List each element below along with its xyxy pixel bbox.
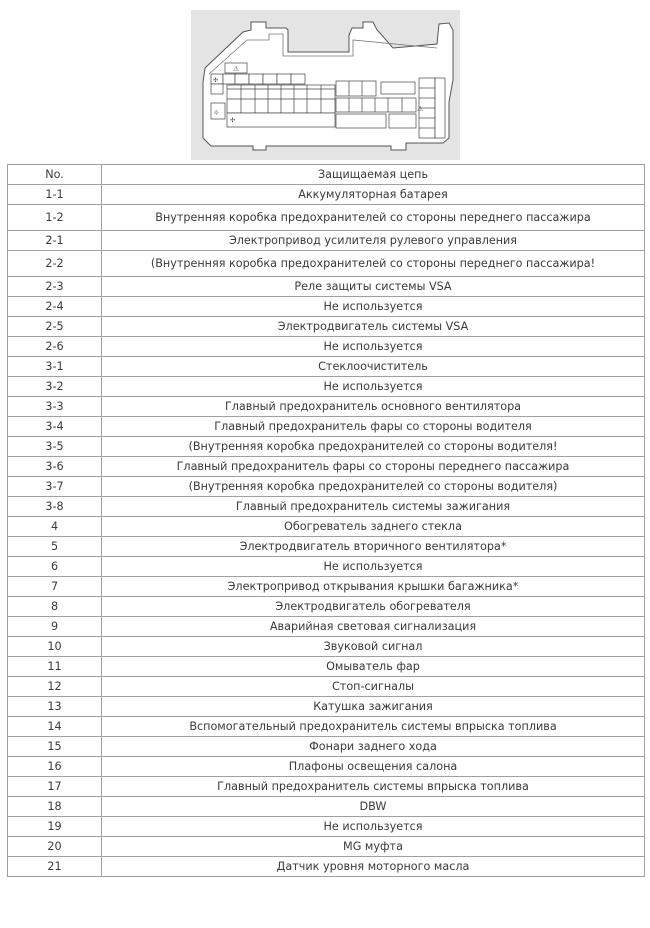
fuse-number: 9 (8, 617, 102, 637)
fuse-number: 16 (8, 757, 102, 777)
fuse-number: 2-2 (8, 251, 102, 277)
fuse-number: 13 (8, 697, 102, 717)
protected-circuit: Не используется (102, 817, 645, 837)
table-row (8, 297, 645, 317)
fuse-number: 4 (8, 517, 102, 537)
protected-circuit: Электродвигатель вторичного вентилятора* (102, 537, 645, 557)
table-row (8, 757, 645, 777)
table-row (8, 857, 645, 877)
protected-circuit: Плафоны освещения салона (102, 757, 645, 777)
protected-circuit: MG муфта (102, 837, 645, 857)
protected-circuit: Вспомогательный предохранитель системы впрыска топлива (102, 717, 645, 737)
fuse-number: 14 (8, 717, 102, 737)
protected-circuit: (Внутренняя коробка предохранителей со стороны переднего пассажира! (102, 251, 645, 277)
protected-circuit: Главный предохранитель системы впрыска топлива (102, 777, 645, 797)
table-row (8, 797, 645, 817)
table-row (8, 717, 645, 737)
fuse-number: 15 (8, 737, 102, 757)
protected-circuit: (Внутренняя коробка предохранителей со стороны водителя! (102, 437, 645, 457)
protected-circuit: Обогреватель заднего стекла (102, 517, 645, 537)
fuse-number: 2-5 (8, 317, 102, 337)
table-row (8, 437, 645, 457)
table-row (8, 377, 645, 397)
table-row (8, 617, 645, 637)
protected-circuit: Электродвигатель системы VSA (102, 317, 645, 337)
table-row (8, 637, 645, 657)
header-no: No. (8, 165, 102, 185)
table-row (8, 231, 645, 251)
fuse-table (7, 164, 645, 877)
table-row (8, 737, 645, 757)
protected-circuit: Внутренняя коробка предохранителей со стороны переднего пассажира (102, 205, 645, 231)
table-row (8, 597, 645, 617)
fuse-number: 20 (8, 837, 102, 857)
fuse-box-diagram (191, 10, 460, 160)
table-row (8, 657, 645, 677)
fuse-number: 1-1 (8, 185, 102, 205)
fuse-number: 3-1 (8, 357, 102, 377)
protected-circuit: Датчик уровня моторного масла (102, 857, 645, 877)
fuse-number: 3-4 (8, 417, 102, 437)
fan-icon-2: ✣ (230, 117, 236, 124)
fuse-box-drawing (191, 10, 460, 160)
fuse-number: 21 (8, 857, 102, 877)
fuse-number: 3-5 (8, 437, 102, 457)
table-row (8, 277, 645, 297)
protected-circuit: Не используется (102, 557, 645, 577)
protected-circuit: Не используется (102, 377, 645, 397)
fuse-number: 6 (8, 557, 102, 577)
fan-icon: ✣ (213, 77, 219, 84)
fuse-number: 3-8 (8, 497, 102, 517)
warning-icon: ⚠ (233, 65, 240, 73)
table-row (8, 577, 645, 597)
table-row (8, 777, 645, 797)
fuse-number: 2-4 (8, 297, 102, 317)
gear-icon: ☼ (213, 109, 220, 117)
table-row (8, 417, 645, 437)
fuse-number: 3-2 (8, 377, 102, 397)
protected-circuit: Главный предохранитель фары со стороны водителя (102, 417, 645, 437)
fuse-number: 7 (8, 577, 102, 597)
table-row (8, 337, 645, 357)
table-row (8, 457, 645, 477)
fuse-number: 8 (8, 597, 102, 617)
protected-circuit: Катушка зажигания (102, 697, 645, 717)
protected-circuit: DBW (102, 797, 645, 817)
protected-circuit: Стоп-сигналы (102, 677, 645, 697)
fuse-number: 2-6 (8, 337, 102, 357)
fuse-number: 10 (8, 637, 102, 657)
fuse-number: 18 (8, 797, 102, 817)
protected-circuit: Электропривод усилителя рулевого управления (102, 231, 645, 251)
protected-circuit: Главный предохранитель основного вентилятора (102, 397, 645, 417)
warning-icon-2: ⚠ (417, 105, 424, 113)
protected-circuit: Главный предохранитель фары со стороны переднего пассажира (102, 457, 645, 477)
table-row (8, 497, 645, 517)
protected-circuit: Стеклоочиститель (102, 357, 645, 377)
fuse-number: 19 (8, 817, 102, 837)
protected-circuit: Фонари заднего хода (102, 737, 645, 757)
protected-circuit: (Внутренняя коробка предохранителей со стороны водителя) (102, 477, 645, 497)
fuse-number: 2-1 (8, 231, 102, 251)
protected-circuit: Электродвигатель обогревателя (102, 597, 645, 617)
table-row (8, 817, 645, 837)
protected-circuit: Звуковой сигнал (102, 637, 645, 657)
fuse-number: 3-3 (8, 397, 102, 417)
header-circuit: Защищаемая цепь (102, 165, 645, 185)
protected-circuit: Аварийная световая сигнализация (102, 617, 645, 637)
table-row (8, 537, 645, 557)
fuse-number: 5 (8, 537, 102, 557)
fuse-number: 12 (8, 677, 102, 697)
fuse-number: 3-7 (8, 477, 102, 497)
table-row (8, 477, 645, 497)
protected-circuit: Электропривод открывания крышки багажника* (102, 577, 645, 597)
table-row (8, 837, 645, 857)
table-row (8, 317, 645, 337)
table-row (8, 205, 645, 231)
protected-circuit: Главный предохранитель системы зажигания (102, 497, 645, 517)
table-row (8, 557, 645, 577)
table-row (8, 517, 645, 537)
protected-circuit: Реле защиты системы VSA (102, 277, 645, 297)
table-row (8, 357, 645, 377)
table-header-row (8, 165, 645, 185)
protected-circuit: Не используется (102, 337, 645, 357)
table-row (8, 185, 645, 205)
protected-circuit: Не используется (102, 297, 645, 317)
protected-circuit: Омыватель фар (102, 657, 645, 677)
table-row (8, 251, 645, 277)
table-row (8, 697, 645, 717)
fuse-number: 1-2 (8, 205, 102, 231)
fuse-number: 17 (8, 777, 102, 797)
fuse-number: 11 (8, 657, 102, 677)
table-row (8, 397, 645, 417)
fuse-number: 3-6 (8, 457, 102, 477)
protected-circuit: Аккумуляторная батарея (102, 185, 645, 205)
table-row (8, 677, 645, 697)
fuse-number: 2-3 (8, 277, 102, 297)
